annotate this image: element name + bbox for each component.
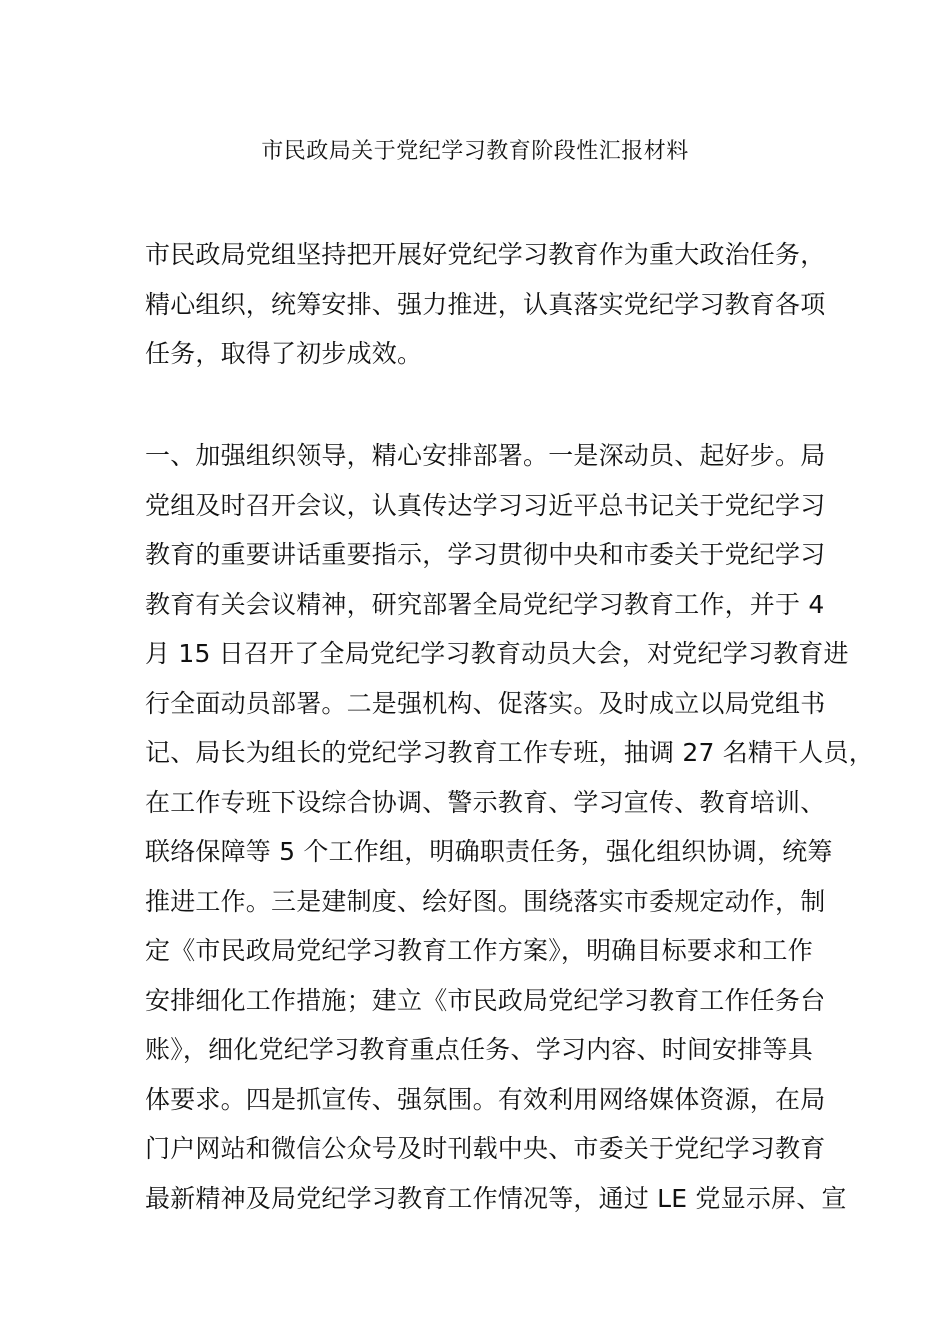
intro-paragraph — [145, 230, 825, 379]
paragraph-line: 最新精神及局党纪学习教育工作情况等，通过 LE 党显示屏、宣 — [145, 1183, 847, 1213]
paragraph-line: 门户网站和微信公众号及时刊载中央、市委关于党纪学习教育 — [145, 1134, 826, 1163]
paragraph-line: 行全面动员部署。二是强机构、促落实。及时成立以局党组书 — [145, 688, 826, 718]
paragraph-line: 记、局长为组长的党纪学习教育工作专班，抽调 27 名精干人员， — [145, 738, 874, 767]
paragraph-line: 精心组织，统筹安排、强力推进，认真落实党纪学习教育各项 — [145, 289, 826, 319]
paragraph-line: 一、加强组织领导，精心安排部署。一是深动员、起好步。局 — [145, 441, 826, 470]
paragraph-line: 联络保障等 5 个工作组，明确职责任务，强化组织协调，统筹 — [145, 837, 833, 866]
paragraph-line: 市民政局党组坚持把开展好党纪学习教育作为重大政治任务， — [145, 240, 826, 269]
paragraph-line: 任务，取得了初步成效。 — [145, 339, 423, 368]
paragraph-line: 定《市民政局党纪学习教育工作方案》，明确目标要求和工作 — [145, 936, 813, 965]
paragraph-line: 教育的重要讲话重要指示，学习贯彻中央和市委关于党纪学习 — [145, 540, 826, 569]
paragraph-line: 账》，细化党纪学习教育重点任务、学习内容、时间安排等具 — [145, 1035, 813, 1064]
document-title: 市民政局关于党纪学习教育阶段性汇报材料 — [261, 139, 689, 164]
paragraph-line: 体要求。四是抓宣传、强氛围。有效利用网络媒体资源，在局 — [145, 1084, 826, 1114]
section-1-paragraph — [145, 431, 874, 1223]
paragraph-line: 在工作专班下设综合协调、警示教育、学习宣传、教育培训、 — [145, 787, 826, 817]
paragraph-line: 推进工作。三是建制度、绘好图。围绕落实市委规定动作，制 — [145, 886, 826, 916]
paragraph-line: 安排细化工作措施；建立《市民政局党纪学习教育工作任务台 — [145, 985, 826, 1015]
paragraph-line: 教育有关会议精神，研究部署全局党纪学习教育工作，并于 4 — [145, 589, 825, 619]
paragraph-line: 月 15 日召开了全局党纪学习教育动员大会，对党纪学习教育进 — [145, 639, 849, 668]
paragraph-line: 党组及时召开会议，认真传达学习习近平总书记关于党纪学习 — [145, 490, 826, 520]
